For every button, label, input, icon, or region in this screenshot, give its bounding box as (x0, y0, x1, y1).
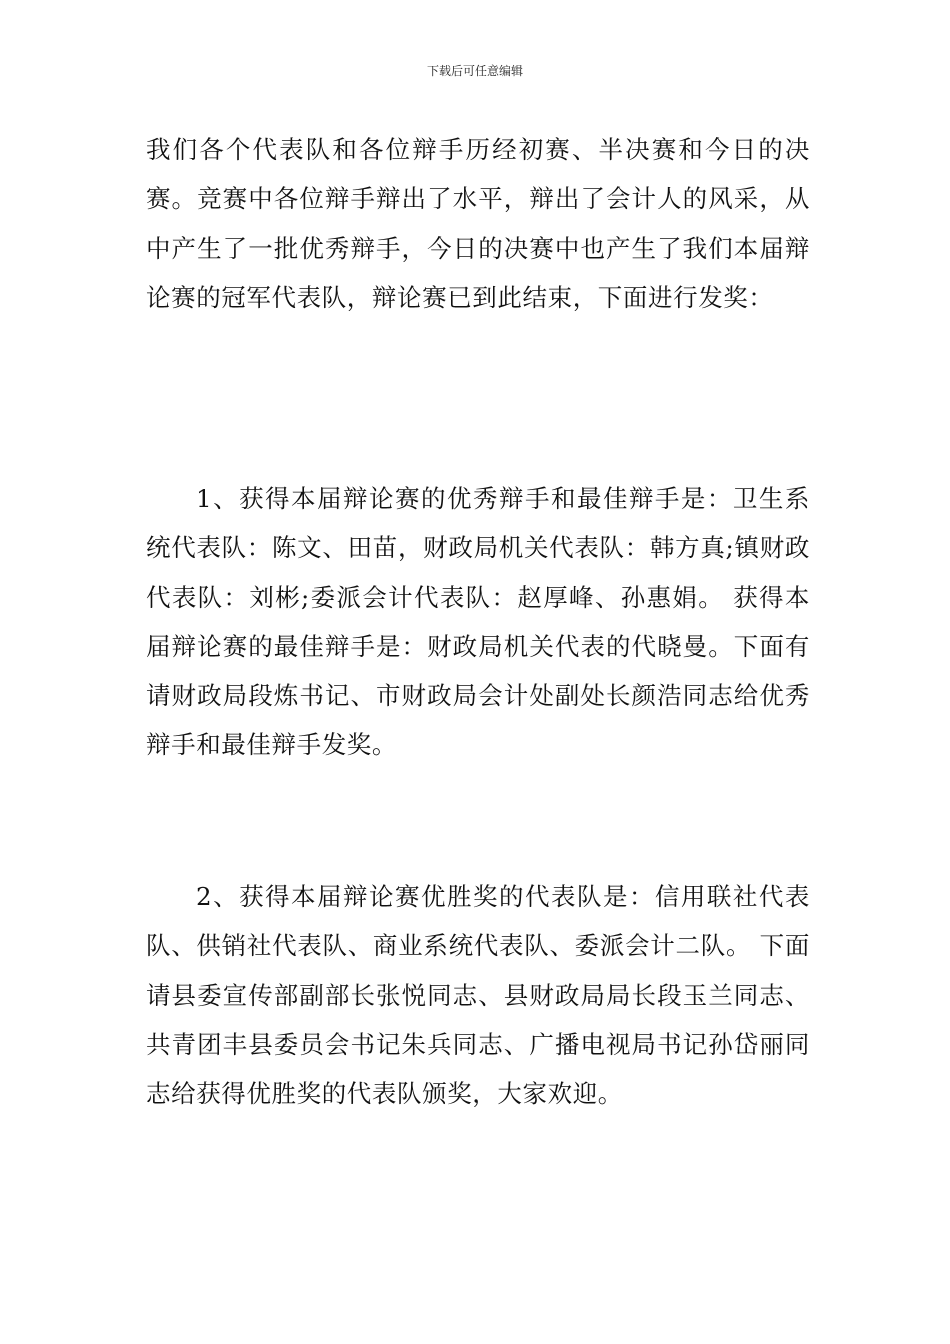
paragraph-closing-remarks: 我们各个代表队和各位辩手历经初赛、半决赛和今日的决赛。竞赛中各位辩手辩出了水平，辩出了会计人的风采，从中产生了一批优秀辩手，今日的决赛中也产生了我们本届辩论赛的冠军代表队，辩论赛已到此结束，下面进行发奖： (146, 135, 810, 312)
paragraph-excellence-team-award: 2、获得本届辩论赛优胜奖的代表队是：信用联社代表队、供销社代表队、商业系统代表队、委派会计二队。 下面请县委宣传部副部长张悦同志、县财政局局长段玉兰同志、共青团丰县委员会书记朱兵同志、广播电视局书记孙岱丽同志给获得优胜奖的代表队颁奖，大家欢迎。 (146, 882, 810, 1109)
paragraph-best-debaters-award: 1、获得本届辩论赛的优秀辩手和最佳辩手是：卫生系统代表队：陈文、田苗，财政局机关代表队：韩方真;镇财政代表队：刘彬;委派会计代表队：赵厚峰、孙惠娟。 获得本届辩论赛的最佳辩手是：财政局机关代表的代晓曼。下面有请财政局段炼书记、市财政局会计处副处长颜浩同志给优秀辩手和最佳辩手发奖。 (146, 484, 810, 760)
page-header: 下载后可任意编辑 (426, 64, 523, 78)
